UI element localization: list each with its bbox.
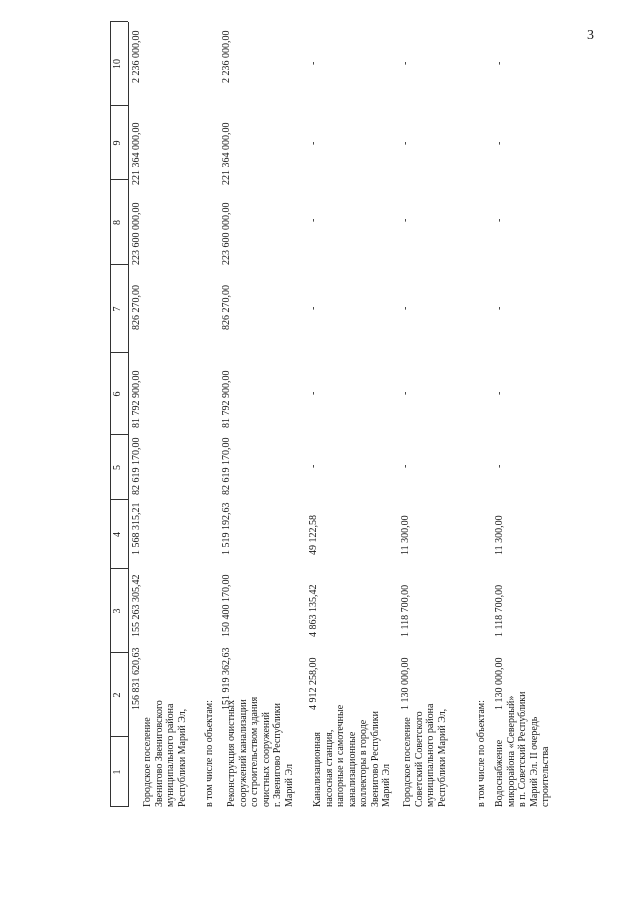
row-value: -: [400, 61, 411, 65]
row-value: -: [494, 391, 505, 395]
row-value: 223 600 000,00: [131, 202, 142, 265]
row-value: 156 831 620,63: [131, 647, 142, 710]
row-value: 221 364 000,00: [131, 122, 142, 185]
row-value: -: [308, 61, 319, 65]
row-value: 1 118 700,00: [400, 584, 411, 637]
row-value: -: [308, 141, 319, 145]
row-value: 155 263 305,42: [131, 574, 142, 637]
page-number: 3: [587, 28, 594, 43]
column-header: 8: [112, 220, 123, 225]
row-value: -: [494, 218, 505, 222]
column-header: 2: [112, 692, 123, 698]
row-value: 826 270,00: [221, 285, 232, 330]
column-header: 1: [112, 769, 123, 775]
row-value: 826 270,00: [131, 285, 142, 330]
row-value: -: [308, 306, 319, 310]
row-subheader: в том числе по объектам:: [204, 700, 215, 807]
row-value: -: [494, 61, 505, 65]
row-name-zvenigovo: Городское поселение Звенигово Звениговского муниципального района Республики Марий Эл,: [142, 700, 188, 807]
row-value: 150 400 170,00: [221, 574, 232, 637]
row-value: -: [400, 464, 411, 468]
row-value: 82 619 170,00: [221, 437, 232, 495]
row-value: -: [400, 141, 411, 145]
row-value: 49 122,58: [308, 515, 319, 555]
row-value: 2 236 000,00: [131, 30, 142, 83]
column-header: 10: [112, 59, 123, 69]
column-header: 4: [112, 532, 123, 537]
row-value: 2 236 000,00: [221, 30, 232, 83]
row-value: 223 600 000,00: [221, 202, 232, 265]
row-value: 4 912 258,00: [308, 657, 319, 710]
column-header: 3: [112, 608, 123, 614]
row-name-water-supply: Водоснабжение микрорайона «Северный» в п. Советский Республики Марий Эл. II очередь строительства: [494, 691, 551, 807]
row-value: 11 300,00: [494, 515, 505, 555]
row-name-reconstruction: Реконструкция очистных сооружений канализации со строительством здания очистных сооружений г. Звенигово Республики Марий Эл: [226, 696, 295, 807]
column-header: 5: [112, 465, 123, 470]
column-header: 7: [112, 306, 123, 312]
row-value: 1 519 192,63: [221, 502, 232, 555]
table-top-border: [110, 22, 111, 807]
row-value: 81 792 900,00: [131, 370, 142, 428]
row-value: -: [494, 464, 505, 468]
row-value: -: [308, 391, 319, 395]
row-value: -: [308, 218, 319, 222]
row-value: -: [494, 306, 505, 310]
header-bottom-border: [128, 22, 129, 807]
row-value: 151 919 362,63: [221, 647, 232, 710]
row-value: 4 863 135,42: [308, 584, 319, 637]
row-value: -: [400, 306, 411, 310]
row-value: -: [400, 391, 411, 395]
column-header: 9: [112, 140, 123, 146]
row-value: 11 300,00: [400, 515, 411, 555]
row-name-sewer-station: Канализационная насосная станция, напорные и самотечные канализационные коллекторы в городе Звенигово Республики Марий Эл: [312, 704, 392, 807]
row-subheader: в том числе по объектам:: [476, 700, 487, 807]
row-value: 1 130 000,00: [400, 657, 411, 710]
row-value: -: [308, 464, 319, 468]
column-header: 6: [112, 391, 123, 397]
row-name-sovetsky: Городское поселение Советский Советского муниципального района Республики Марий Эл,: [402, 703, 448, 807]
row-value: 82 619 170,00: [131, 437, 142, 495]
row-value: -: [494, 141, 505, 145]
row-value: 81 792 900,00: [221, 370, 232, 428]
row-value: 1 568 315,21: [131, 502, 142, 555]
row-value: 1 130 000,00: [494, 657, 505, 710]
row-value: -: [400, 218, 411, 222]
row-value: 221 364 000,00: [221, 122, 232, 185]
row-value: 1 118 700,00: [494, 584, 505, 637]
